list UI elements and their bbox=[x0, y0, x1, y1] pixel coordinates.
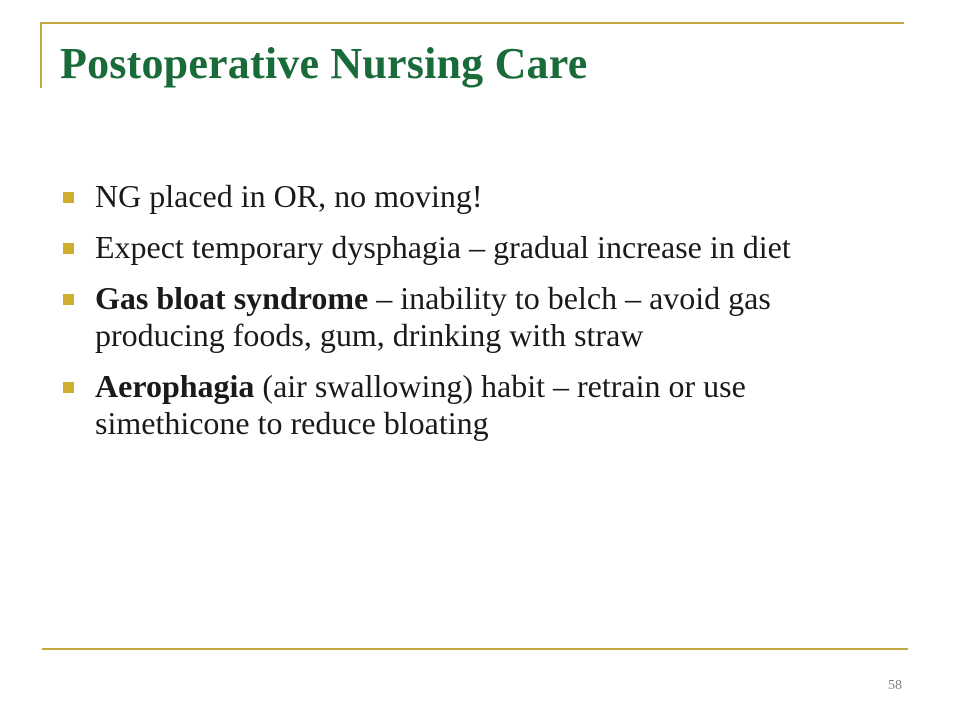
bullet-term: Aerophagia bbox=[95, 368, 255, 404]
bullet-text: NG placed in OR, no moving! bbox=[95, 178, 483, 214]
square-bullet-icon bbox=[63, 192, 74, 203]
bottom-rule bbox=[42, 648, 908, 650]
slide-number: 58 bbox=[888, 678, 902, 693]
square-bullet-icon bbox=[63, 243, 74, 254]
slide-title: Postoperative Nursing Care bbox=[60, 39, 588, 88]
bullet-text: Expect temporary dysphagia – gradual increase in diet bbox=[95, 229, 791, 265]
left-rule bbox=[40, 22, 42, 88]
bullet-item-dysphagia bbox=[62, 229, 882, 266]
bullet-text: – inability to belch – avoid gas producing foods, gum, drinking with straw bbox=[95, 280, 771, 353]
bullet-term: Gas bloat syndrome bbox=[95, 280, 369, 316]
bullet-item-ng-placed bbox=[62, 178, 882, 215]
top-rule bbox=[40, 22, 904, 24]
bullet-list bbox=[62, 178, 882, 456]
square-bullet-icon bbox=[63, 294, 74, 305]
bullet-text: (air swallowing) habit – retrain or use simethicone to reduce bloating bbox=[95, 368, 746, 441]
square-bullet-icon bbox=[63, 382, 74, 393]
bullet-item-gas-bloat bbox=[62, 280, 882, 354]
bullet-item-aerophagia bbox=[62, 368, 882, 442]
